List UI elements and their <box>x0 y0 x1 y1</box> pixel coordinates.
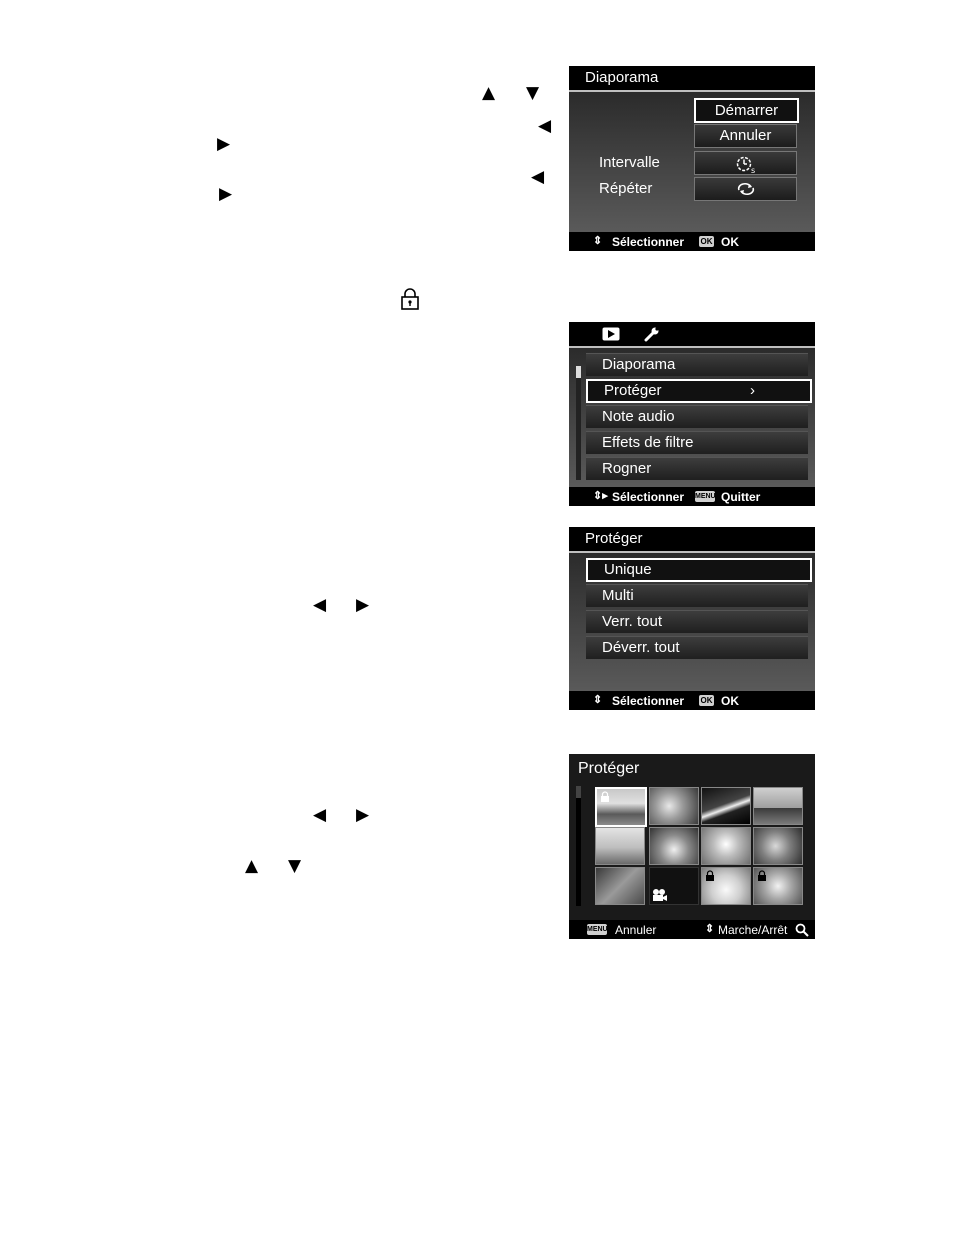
timer-icon <box>733 154 759 174</box>
left-arrow-icon: ◀ <box>531 167 545 187</box>
thumbnail[interactable] <box>649 787 699 825</box>
slideshow-footer <box>569 232 815 251</box>
slideshow-screen <box>569 66 815 251</box>
four-way-icon: ⇕▸ <box>593 490 608 502</box>
footer-ok: OK <box>721 694 739 708</box>
thumbnail[interactable] <box>595 867 645 905</box>
lock-icon <box>705 870 715 882</box>
interval-selector[interactable] <box>694 151 797 175</box>
protect-menu-footer <box>569 691 815 710</box>
menu-item-protect[interactable]: Protéger › <box>586 379 812 403</box>
playback-tab-icon[interactable] <box>602 327 620 341</box>
scrollbar[interactable] <box>576 786 581 906</box>
protect-grid-footer <box>569 920 815 939</box>
left-arrow-icon: ◀ <box>313 805 327 825</box>
thumbnail[interactable] <box>753 867 803 905</box>
protect-menu-body <box>569 553 815 691</box>
protect-grid-screen <box>569 754 815 939</box>
slideshow-body <box>569 92 815 232</box>
menu-tab-bar <box>569 322 815 346</box>
protect-title: Protéger <box>585 530 643 547</box>
up-arrow-icon: ▲ <box>482 83 496 103</box>
up-down-icon: ⇕ <box>593 235 603 247</box>
svg-text:s: s <box>751 166 756 174</box>
up-down-icon: ⇕ <box>593 694 603 706</box>
menu-item-multi[interactable]: Multi <box>586 584 808 607</box>
playback-menu-body <box>569 348 815 487</box>
playback-menu-footer <box>569 487 815 506</box>
thumbnail[interactable] <box>595 827 645 865</box>
thumbnail[interactable] <box>595 787 647 827</box>
repeat-icon <box>735 181 757 197</box>
menu-item-slideshow[interactable]: Diaporama <box>586 353 808 376</box>
thumbnail[interactable] <box>701 867 751 905</box>
footer-select: Sélectionner <box>612 490 685 504</box>
thumbnail[interactable] <box>701 827 751 865</box>
slideshow-title: Diaporama <box>585 69 659 86</box>
cancel-button[interactable]: Annuler <box>694 124 797 148</box>
footer-select: Sélectionner <box>612 694 685 708</box>
start-button[interactable]: Démarrer <box>694 98 799 123</box>
menu-badge-icon: MENU <box>695 493 716 500</box>
down-arrow-icon: ▼ <box>526 83 540 103</box>
thumbnail[interactable] <box>753 827 803 865</box>
ok-badge-icon: OK <box>700 696 713 705</box>
thumbnail[interactable] <box>701 787 751 825</box>
lock-icon <box>600 791 610 803</box>
up-down-icon: ⇕ <box>705 923 715 935</box>
menu-item-unlock-all[interactable]: Déverr. tout <box>586 636 808 659</box>
menu-item-voice-memo[interactable]: Note audio <box>586 405 808 428</box>
menu-item-crop[interactable]: Rogner <box>586 457 808 480</box>
playback-menu-screen <box>569 322 815 506</box>
protect-menu-screen <box>569 527 815 710</box>
repeat-selector[interactable] <box>694 177 797 201</box>
interval-label: Intervalle <box>599 154 660 171</box>
lock-icon <box>757 870 767 882</box>
footer-quit: Quitter <box>721 490 761 504</box>
footer-ok: OK <box>721 235 739 249</box>
thumbnail[interactable] <box>649 867 699 905</box>
protect-title-bar <box>569 527 815 551</box>
wrench-icon[interactable] <box>644 326 660 342</box>
video-icon <box>650 888 668 902</box>
up-arrow-icon: ▲ <box>245 856 259 876</box>
right-arrow-icon: ▶ <box>217 134 231 154</box>
magnifier-icon <box>795 923 809 937</box>
thumbnail[interactable] <box>649 827 699 865</box>
right-arrow-icon: ▶ <box>356 595 370 615</box>
chevron-right-icon: › <box>750 382 755 399</box>
protect-grid-title: Protéger <box>578 760 640 777</box>
down-arrow-icon: ▼ <box>288 856 302 876</box>
ok-badge-icon: OK <box>700 237 713 246</box>
footer-select: Sélectionner <box>612 235 685 249</box>
footer-cancel: Annuler <box>615 923 657 937</box>
footer-toggle: Marche/Arrêt <box>718 923 788 937</box>
slideshow-title-bar <box>569 66 815 90</box>
menu-item-filter-effects[interactable]: Effets de filtre <box>586 431 808 454</box>
menu-item-lock-all[interactable]: Verr. tout <box>586 610 808 633</box>
menu-item-single[interactable]: Unique <box>586 558 812 582</box>
menu-badge-icon: MENU <box>587 926 608 933</box>
scrollbar[interactable] <box>576 366 581 480</box>
right-arrow-icon: ▶ <box>356 805 370 825</box>
right-arrow-icon: ▶ <box>219 184 233 204</box>
repeat-label: Répéter <box>599 180 653 197</box>
lock-icon <box>400 287 420 311</box>
left-arrow-icon: ◀ <box>538 116 552 136</box>
left-arrow-icon: ◀ <box>313 595 327 615</box>
thumbnail[interactable] <box>753 787 803 825</box>
